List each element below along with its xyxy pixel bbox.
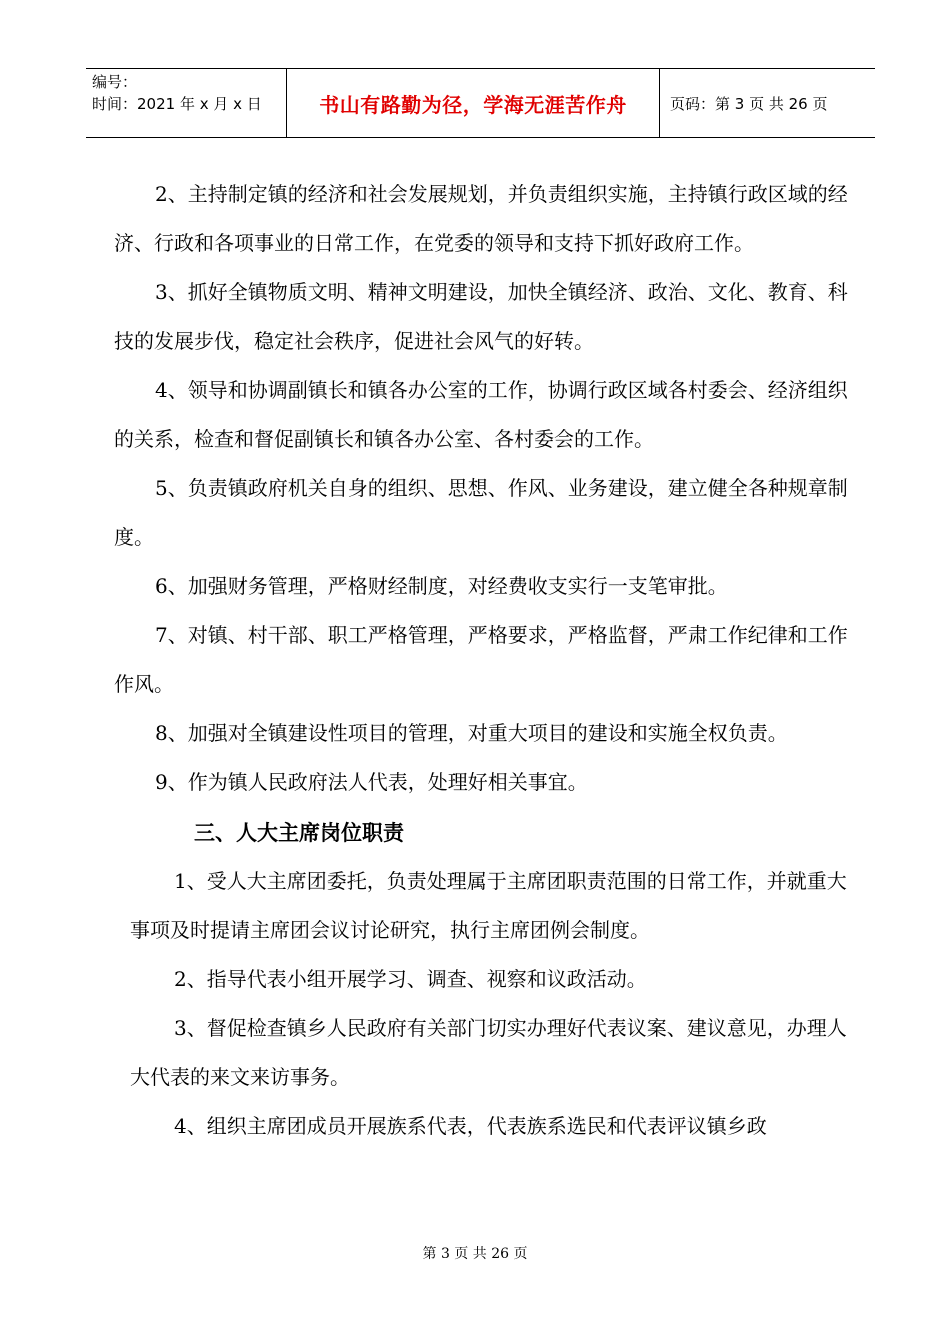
paragraph-item-4: 4、领导和协调副镇长和镇各办公室的工作，协调行政区域各村委会、经济组织的关系，检查和督促副镇长和镇各办公室、各村委会的工作。 (114, 378, 848, 451)
document-number-label: 编号： (92, 73, 138, 91)
paragraph-item-2: 2、主持制定镇的经济和社会发展规划，并负责组织实施，主持镇行政区域的经济、行政和各项事业的日常工作，在党委的领导和支持下抓好政府工作。 (114, 182, 848, 255)
section-paragraph-1: 1、受人大主席团委托，负责处理属于主席团职责范围的日常工作，并就重大事项及时提请主席团会议讨论研究，执行主席团例会制度。 (130, 869, 847, 942)
paragraph-item-6: 6、加强财务管理，严格财经制度，对经费收支实行一支笔审批。 (155, 574, 728, 598)
section-paragraph-2: 2、指导代表小组开展学习、调查、视察和议政活动。 (174, 967, 647, 991)
document-date: 时间：2021 年 x 月 x 日 (92, 95, 262, 113)
paragraph-item-9: 9、作为镇人民政府法人代表，处理好相关事宜。 (155, 770, 588, 794)
paragraph-item-7: 7、对镇、村干部、职工严格管理，严格要求，严格监督，严肃工作纪律和工作作风。 (114, 623, 848, 696)
paragraph-item-8: 8、加强对全镇建设性项目的管理，对重大项目的建设和实施全权负责。 (155, 721, 788, 745)
section-paragraph-3: 3、督促检查镇乡人民政府有关部门切实办理好代表议案、建议意见，办理人大代表的来文来访事务。 (130, 1016, 847, 1089)
header-page-info: 页码：第 3 页 共 26 页 (670, 94, 828, 113)
header-meta-cell (86, 69, 287, 137)
section-heading: 三、人大主席岗位职责 (194, 821, 404, 845)
paragraph-item-3: 3、抓好全镇物质文明、精神文明建设，加快全镇经济、政治、文化、教育、科技的发展步伐，稳定社会秩序，促进社会风气的好转。 (114, 280, 848, 353)
page-header (86, 68, 875, 138)
document-body (114, 170, 854, 1151)
header-page-cell (660, 69, 875, 137)
motto-text: 书山有路勤为径，学海无涯苦作舟 (319, 92, 627, 117)
header-motto-cell (287, 69, 660, 137)
page-footer: 第 3 页 共 26 页 (422, 1246, 528, 1262)
paragraph-item-5: 5、负责镇政府机关自身的组织、思想、作风、业务建设，建立健全各种规章制度。 (114, 476, 848, 549)
section-paragraph-4: 4、组织主席团成员开展族系代表，代表族系选民和代表评议镇乡政 (174, 1114, 767, 1138)
